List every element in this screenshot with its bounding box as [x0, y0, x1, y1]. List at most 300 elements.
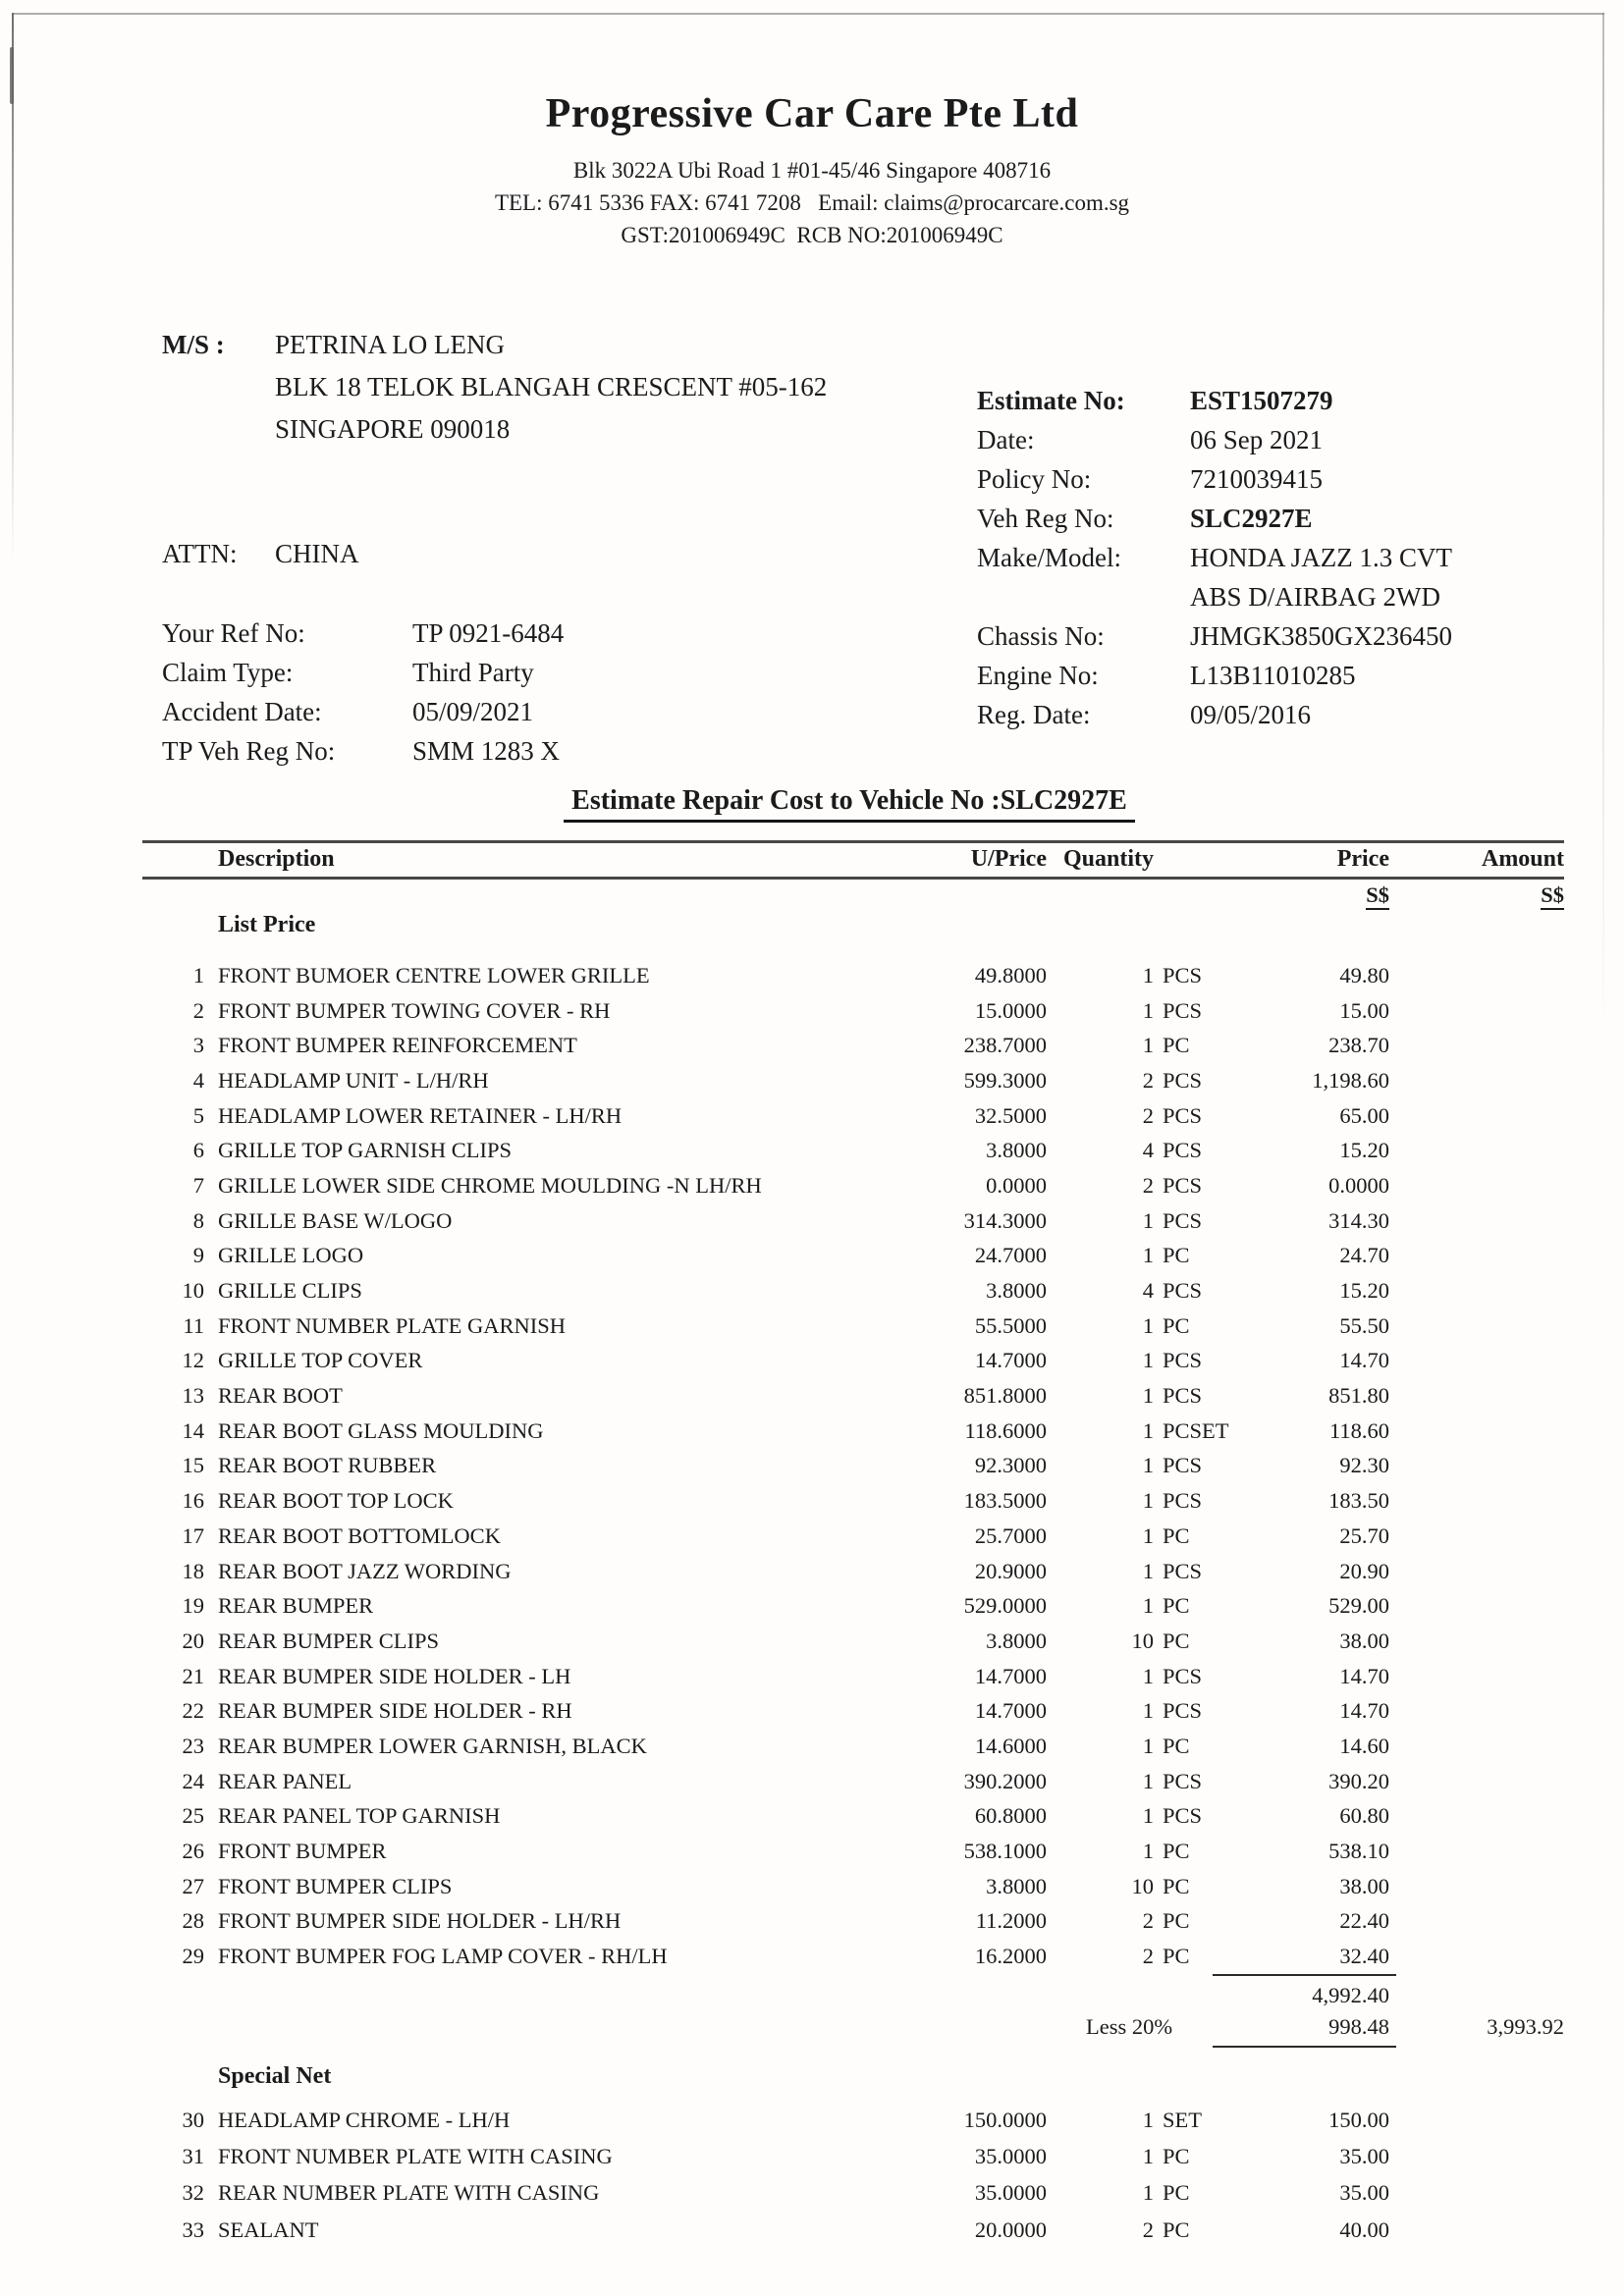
- item-qty-unit: PCS: [1163, 962, 1203, 988]
- item-price: 24.70: [1339, 1243, 1389, 1268]
- item-description: REAR BUMPER: [218, 1593, 374, 1619]
- item-qty-unit: PC: [1163, 1593, 1190, 1619]
- item-quantity: [1047, 1559, 1257, 1584]
- item-price: 92.30: [1339, 1453, 1389, 1478]
- item-qty-unit: PCS: [1163, 1453, 1203, 1478]
- item-number: 20: [182, 1628, 204, 1653]
- item-row: [142, 1063, 1564, 1098]
- item-number: 9: [192, 1243, 204, 1268]
- item-qty-unit: PC: [1163, 1033, 1190, 1058]
- item-row: [142, 958, 1564, 993]
- item-number: 25: [182, 1803, 204, 1829]
- info-value: SLC2927E: [1190, 504, 1313, 533]
- item-qty-number: 1: [1142, 1383, 1154, 1409]
- item-description: FRONT BUMPER FOG LAMP COVER - RH/LH: [218, 1944, 668, 1969]
- item-price: 38.00: [1339, 1873, 1389, 1898]
- item-price: 851.80: [1328, 1383, 1389, 1409]
- item-number: 2: [192, 997, 204, 1023]
- item-number: 18: [182, 1558, 204, 1583]
- item-row: [142, 1203, 1564, 1239]
- item-number: 7: [192, 1172, 204, 1198]
- item-qty-number: 1: [1142, 1733, 1154, 1758]
- item-qty-unit: PC: [1163, 2180, 1190, 2206]
- item-number: 31: [182, 2144, 204, 2169]
- item-qty-unit: PCS: [1163, 1663, 1203, 1688]
- item-qty-number: 1: [1142, 997, 1154, 1023]
- item-qty-unit: PC: [1163, 1839, 1190, 1864]
- item-qty-number: 1: [1142, 1033, 1154, 1058]
- header-amount: Amount: [1481, 845, 1564, 872]
- info-value: 7210039415: [1190, 464, 1323, 494]
- item-price: 529.00: [1328, 1593, 1389, 1619]
- item-quantity: [1047, 1523, 1257, 1549]
- info-row: [162, 731, 564, 771]
- item-qty-number: 1: [1142, 1312, 1154, 1338]
- item-qty-number: 10: [1131, 1628, 1154, 1653]
- item-number: 27: [182, 1873, 204, 1898]
- item-unit-price: 35.0000: [974, 2144, 1047, 2169]
- item-qty-number: 2: [1142, 1908, 1154, 1934]
- item-unit-price: 150.0000: [963, 2107, 1047, 2132]
- item-description: REAR BUMPER SIDE HOLDER - RH: [218, 1698, 572, 1724]
- item-qty-unit: PCS: [1163, 1138, 1203, 1163]
- item-qty-number: 1: [1142, 1488, 1154, 1514]
- item-price: 118.60: [1328, 1417, 1389, 1443]
- item-unit-price: 16.2000: [974, 1944, 1047, 1969]
- item-price: 60.80: [1339, 1803, 1389, 1829]
- item-row: [142, 1588, 1564, 1624]
- discount-row: [142, 2011, 1564, 2043]
- info-label: Your Ref No:: [162, 618, 305, 648]
- item-quantity: [1047, 1664, 1257, 1689]
- item-description: REAR PANEL: [218, 1768, 352, 1793]
- item-unit-price: 49.8000: [974, 962, 1047, 988]
- info-value: TP 0921-6484: [412, 618, 565, 648]
- item-qty-unit: PCS: [1163, 1383, 1203, 1409]
- item-unit-price: 35.0000: [974, 2180, 1047, 2206]
- item-qty-number: 1: [1142, 962, 1154, 988]
- item-price: 35.00: [1339, 2180, 1389, 2206]
- company-address: Blk 3022A Ubi Road 1 #01-45/46 Singapore 408716: [572, 158, 1052, 183]
- customer-address-line2: SINGAPORE 090018: [275, 414, 511, 444]
- item-quantity: [1047, 1103, 1257, 1129]
- info-row: [977, 381, 1586, 420]
- item-row: [142, 2102, 1564, 2138]
- item-description: FRONT BUMPER REINFORCEMENT: [218, 1033, 577, 1058]
- item-unit-price: 3.8000: [986, 1873, 1047, 1898]
- table-title: Estimate Repair Cost to Vehicle No :SLC2927E: [0, 785, 1624, 823]
- item-unit-price: 11.2000: [975, 1908, 1047, 1934]
- item-description: GRILLE LOGO: [218, 1243, 364, 1268]
- item-number: 22: [182, 1698, 204, 1724]
- item-description: REAR BOOT BOTTOMLOCK: [218, 1522, 501, 1548]
- item-qty-unit: PC: [1163, 1873, 1190, 1898]
- item-qty-number: 2: [1142, 1102, 1154, 1128]
- item-row: [142, 1273, 1564, 1308]
- info-row: [977, 616, 1586, 656]
- item-unit-price: 14.6000: [974, 1733, 1047, 1758]
- item-unit-price: 3.8000: [986, 1278, 1047, 1304]
- item-qty-number: 1: [1142, 1558, 1154, 1583]
- item-description: REAR BOOT GLASS MOULDING: [218, 1417, 544, 1443]
- item-price: 65.00: [1339, 1102, 1389, 1128]
- info-label: Claim Type:: [162, 658, 294, 687]
- item-number: 4: [192, 1067, 204, 1093]
- item-row: [142, 1764, 1564, 1799]
- item-qty-unit: SET: [1163, 2107, 1203, 2132]
- item-quantity: [1047, 963, 1257, 988]
- item-quantity: [1047, 2217, 1257, 2243]
- item-unit-price: 538.1000: [963, 1839, 1047, 1864]
- info-label: Veh Reg No:: [977, 504, 1114, 533]
- currency-row: [142, 882, 1564, 908]
- item-number: 26: [182, 1839, 204, 1864]
- item-number: 24: [182, 1768, 204, 1793]
- item-unit-price: 14.7000: [974, 1348, 1047, 1373]
- item-qty-unit: PCS: [1163, 1102, 1203, 1128]
- item-description: GRILLE LOWER SIDE CHROME MOULDING -N LH/RH: [218, 1172, 762, 1198]
- item-price: 390.20: [1328, 1768, 1389, 1793]
- customer-name: PETRINA LO LENG: [275, 330, 505, 359]
- item-row: [142, 1519, 1564, 1554]
- item-qty-number: 1: [1142, 1522, 1154, 1548]
- item-quantity: [1047, 998, 1257, 1024]
- info-row: [977, 499, 1586, 538]
- item-number: 8: [192, 1207, 204, 1233]
- discount-underline: [1213, 2046, 1396, 2048]
- item-number: 19: [182, 1593, 204, 1619]
- item-unit-price: 14.7000: [974, 1663, 1047, 1688]
- info-label: Chassis No:: [977, 621, 1105, 651]
- item-price: 15.20: [1339, 1138, 1389, 1163]
- item-qty-unit: PCS: [1163, 1558, 1203, 1583]
- item-description: REAR PANEL TOP GARNISH: [218, 1803, 501, 1829]
- info-value: HONDA JAZZ 1.3 CVT ABS D/AIRBAG 2WD: [1190, 543, 1452, 612]
- item-price: 314.30: [1328, 1207, 1389, 1233]
- discount-label: Less 20%: [1086, 2014, 1173, 2039]
- item-quantity: [1047, 1138, 1257, 1163]
- info-row: [162, 653, 564, 692]
- item-number: 5: [192, 1102, 204, 1128]
- info-value: 09/05/2016: [1190, 700, 1312, 729]
- item-unit-price: 599.3000: [963, 1067, 1047, 1093]
- item-description: HEADLAMP LOWER RETAINER - LH/RH: [218, 1102, 623, 1128]
- item-qty-number: 1: [1142, 2144, 1154, 2169]
- item-number: 17: [182, 1522, 204, 1548]
- info-value: JHMGK3850GX236450: [1190, 621, 1453, 651]
- item-qty-unit: PCS: [1163, 1207, 1203, 1233]
- item-qty-number: 1: [1142, 1453, 1154, 1478]
- item-description: FRONT BUMPER TOWING COVER - RH: [218, 997, 611, 1023]
- item-qty-number: 4: [1142, 1138, 1154, 1163]
- item-price: 15.20: [1339, 1278, 1389, 1304]
- item-price: 14.60: [1339, 1733, 1389, 1758]
- item-number: 23: [182, 1733, 204, 1758]
- attention-row: [162, 539, 359, 569]
- item-qty-number: 1: [1142, 2107, 1154, 2132]
- item-quantity: [1047, 1243, 1257, 1268]
- item-quantity: [1047, 2180, 1257, 2206]
- discount-value: 998.48: [1328, 2014, 1389, 2039]
- item-price: 14.70: [1339, 1698, 1389, 1724]
- item-description: REAR BOOT: [218, 1383, 343, 1409]
- company-contact: TEL: 6741 5336 FAX: 6741 7208 Email: claims@procarcare.com.sg: [494, 190, 1130, 215]
- item-price: 238.70: [1328, 1033, 1389, 1058]
- info-row: [977, 538, 1586, 616]
- info-label: TP Veh Reg No:: [162, 736, 336, 766]
- item-row: [142, 1239, 1564, 1274]
- item-qty-unit: PC: [1163, 1733, 1190, 1758]
- item-number: 21: [182, 1663, 204, 1688]
- item-unit-price: 238.7000: [963, 1033, 1047, 1058]
- item-quantity: [1047, 1033, 1257, 1058]
- item-row: [142, 1869, 1564, 1904]
- item-unit-price: 24.7000: [974, 1243, 1047, 1268]
- item-quantity: [1047, 1803, 1257, 1829]
- item-qty-unit: PC: [1163, 1908, 1190, 1934]
- item-unit-price: 118.6000: [964, 1417, 1047, 1443]
- info-label: Reg. Date:: [977, 700, 1091, 729]
- info-row: [977, 656, 1586, 695]
- item-quantity: [1047, 1068, 1257, 1094]
- item-qty-number: 1: [1142, 1348, 1154, 1373]
- item-qty-number: 4: [1142, 1278, 1154, 1304]
- line-items-list: [142, 958, 1564, 1974]
- customer-address-line1: BLK 18 TELOK BLANGAH CRESCENT #05-162: [275, 372, 828, 401]
- item-price: 1,198.60: [1312, 1067, 1389, 1093]
- item-number: 1: [192, 962, 204, 988]
- item-description: GRILLE TOP COVER: [218, 1348, 423, 1373]
- info-value: SMM 1283 X: [412, 736, 561, 766]
- item-number: 15: [182, 1453, 204, 1478]
- amount-currency-label: S$: [1541, 882, 1564, 910]
- item-quantity: [1047, 1278, 1257, 1304]
- item-number: 29: [182, 1944, 204, 1969]
- item-description: REAR BOOT RUBBER: [218, 1453, 437, 1478]
- item-qty-number: 1: [1142, 2180, 1154, 2206]
- item-qty-number: 1: [1142, 1207, 1154, 1233]
- item-quantity: [1047, 1698, 1257, 1724]
- table-rule-bottom: [142, 877, 1564, 880]
- item-row: [142, 1624, 1564, 1659]
- item-qty-unit: PC: [1163, 2144, 1190, 2169]
- subtotal-value: 4,992.40: [1312, 1983, 1389, 2007]
- item-unit-price: 183.5000: [963, 1488, 1047, 1514]
- item-qty-number: 1: [1142, 1698, 1154, 1724]
- item-qty-number: 2: [1142, 1067, 1154, 1093]
- item-unit-price: 92.3000: [974, 1453, 1047, 1478]
- info-row: [162, 692, 564, 731]
- item-qty-number: 1: [1142, 1839, 1154, 1864]
- item-row: [142, 1414, 1564, 1449]
- item-quantity: [1047, 2144, 1257, 2169]
- item-unit-price: 20.9000: [974, 1558, 1047, 1583]
- item-unit-price: 529.0000: [963, 1593, 1047, 1619]
- item-number: 11: [183, 1312, 204, 1338]
- item-description: GRILLE CLIPS: [218, 1278, 362, 1304]
- item-unit-price: 55.5000: [974, 1312, 1047, 1338]
- claim-info-block: [162, 614, 564, 771]
- item-number: 16: [182, 1488, 204, 1514]
- section-label-special-net: Special Net: [218, 2063, 332, 2089]
- item-description: REAR BUMPER CLIPS: [218, 1628, 440, 1653]
- item-row: [142, 1939, 1564, 1974]
- item-qty-unit: PCS: [1163, 1278, 1203, 1304]
- item-qty-unit: PCSET: [1163, 1417, 1229, 1443]
- item-quantity: [1047, 1208, 1257, 1234]
- attn-value: CHINA: [275, 539, 359, 568]
- item-price: 538.10: [1328, 1839, 1389, 1864]
- item-quantity: [1047, 1839, 1257, 1864]
- item-row: [142, 2138, 1564, 2174]
- item-qty-number: 1: [1142, 1593, 1154, 1619]
- item-description: SEALANT: [218, 2216, 319, 2242]
- item-quantity: [1047, 1383, 1257, 1409]
- item-row: [142, 1904, 1564, 1940]
- item-row: [142, 1168, 1564, 1203]
- item-quantity: [1047, 1629, 1257, 1654]
- item-description: FRONT NUMBER PLATE GARNISH: [218, 1312, 567, 1338]
- item-unit-price: 851.8000: [963, 1383, 1047, 1409]
- header-quantity: Quantity: [1063, 845, 1155, 872]
- item-price: 55.50: [1339, 1312, 1389, 1338]
- special-net-items-list: [142, 2102, 1564, 2249]
- info-label: Make/Model:: [977, 543, 1121, 572]
- item-price: 15.00: [1339, 997, 1389, 1023]
- item-quantity: [1047, 1453, 1257, 1478]
- item-number: 12: [182, 1348, 204, 1373]
- company-name: Progressive Car Care Pte Ltd: [545, 91, 1079, 136]
- item-number: 32: [182, 2180, 204, 2206]
- item-quantity: [1047, 1173, 1257, 1199]
- item-price: 0.0000: [1328, 1172, 1389, 1198]
- item-price: 35.00: [1339, 2144, 1389, 2169]
- item-row: [142, 1133, 1564, 1168]
- item-quantity: [1047, 1944, 1257, 1969]
- price-currency-label: S$: [1366, 882, 1389, 910]
- item-quantity: [1047, 1874, 1257, 1899]
- item-description: FRONT BUMPER CLIPS: [218, 1873, 453, 1898]
- item-qty-number: 1: [1142, 1803, 1154, 1829]
- item-qty-unit: PC: [1163, 1312, 1190, 1338]
- item-number: 30: [182, 2107, 204, 2132]
- item-qty-number: 2: [1142, 1172, 1154, 1198]
- item-qty-number: 1: [1142, 1243, 1154, 1268]
- scan-edge-top: [12, 13, 1604, 15]
- item-row: [142, 1098, 1564, 1134]
- item-qty-unit: PCS: [1163, 1768, 1203, 1793]
- item-unit-price: 390.2000: [963, 1768, 1047, 1793]
- item-row: [142, 1729, 1564, 1764]
- item-price: 22.40: [1339, 1908, 1389, 1934]
- table-header-row: [142, 844, 1564, 874]
- subtotal-row: [142, 1980, 1564, 2011]
- item-qty-unit: PCS: [1163, 1067, 1203, 1093]
- item-unit-price: 3.8000: [986, 1138, 1047, 1163]
- item-description: REAR BUMPER SIDE HOLDER - LH: [218, 1663, 571, 1688]
- info-value: EST1507279: [1190, 386, 1333, 415]
- item-unit-price: 3.8000: [986, 1628, 1047, 1653]
- info-label: Estimate No:: [977, 386, 1125, 415]
- item-unit-price: 32.5000: [974, 1102, 1047, 1128]
- item-qty-unit: PC: [1163, 1628, 1190, 1653]
- item-price: 14.70: [1339, 1348, 1389, 1373]
- item-unit-price: 14.7000: [974, 1698, 1047, 1724]
- item-description: REAR NUMBER PLATE WITH CASING: [218, 2180, 600, 2206]
- attn-label: ATTN:: [162, 539, 238, 568]
- item-unit-price: 0.0000: [986, 1172, 1047, 1198]
- item-price: 14.70: [1339, 1663, 1389, 1688]
- item-row: [142, 1834, 1564, 1869]
- item-description: FRONT BUMOER CENTRE LOWER GRILLE: [218, 962, 650, 988]
- item-quantity: [1047, 1593, 1257, 1619]
- item-price: 40.00: [1339, 2216, 1389, 2242]
- item-description: GRILLE TOP GARNISH CLIPS: [218, 1138, 512, 1163]
- item-row: [142, 1693, 1564, 1729]
- item-row: [142, 1799, 1564, 1835]
- table-rule-top: [142, 840, 1564, 843]
- item-unit-price: 20.0000: [974, 2216, 1047, 2242]
- item-number: 6: [192, 1138, 204, 1163]
- item-description: FRONT NUMBER PLATE WITH CASING: [218, 2144, 613, 2169]
- item-qty-unit: PC: [1163, 1944, 1190, 1969]
- item-qty-unit: PC: [1163, 2216, 1190, 2242]
- item-number: 14: [182, 1417, 204, 1443]
- item-quantity: [1047, 1769, 1257, 1794]
- item-row: [142, 1344, 1564, 1379]
- item-description: FRONT BUMPER: [218, 1839, 387, 1864]
- item-quantity: [1047, 1313, 1257, 1339]
- estimate-info-block: [977, 381, 1586, 734]
- item-qty-unit: PCS: [1163, 1698, 1203, 1724]
- info-label: Date:: [977, 425, 1035, 454]
- company-registration: GST:201006949C RCB NO:201006949C: [621, 223, 1003, 247]
- item-qty-number: 1: [1142, 1768, 1154, 1793]
- item-quantity: [1047, 1348, 1257, 1373]
- item-row: [142, 1659, 1564, 1694]
- subtotal-overline: [1213, 1974, 1396, 1976]
- item-unit-price: 25.7000: [974, 1522, 1047, 1548]
- info-value: Third Party: [412, 658, 534, 687]
- item-description: HEADLAMP CHROME - LH/H: [218, 2107, 511, 2132]
- info-value: L13B11010285: [1190, 661, 1356, 690]
- net-amount: 3,993.92: [1487, 2014, 1564, 2039]
- ms-label: M/S :: [162, 330, 225, 359]
- item-quantity: [1047, 1488, 1257, 1514]
- item-unit-price: 60.8000: [974, 1803, 1047, 1829]
- item-row: [142, 1028, 1564, 1063]
- item-row: [142, 1554, 1564, 1589]
- company-letterhead: [0, 90, 1624, 255]
- item-qty-unit: PCS: [1163, 997, 1203, 1023]
- item-row: [142, 2175, 1564, 2212]
- info-row: [977, 695, 1586, 734]
- item-price: 38.00: [1339, 1628, 1389, 1653]
- info-row: [977, 420, 1586, 459]
- customer-name-row: [162, 330, 505, 360]
- info-label: Accident Date:: [162, 697, 322, 726]
- item-description: REAR BUMPER LOWER GARNISH, BLACK: [218, 1733, 647, 1758]
- item-description: REAR BOOT TOP LOCK: [218, 1488, 454, 1514]
- item-number: 3: [192, 1033, 204, 1058]
- item-quantity: [1047, 1734, 1257, 1759]
- item-unit-price: 15.0000: [974, 997, 1047, 1023]
- info-row: [977, 459, 1586, 499]
- item-qty-unit: PC: [1163, 1243, 1190, 1268]
- item-row: [142, 1378, 1564, 1414]
- item-row: [142, 1449, 1564, 1484]
- item-row: [142, 1483, 1564, 1519]
